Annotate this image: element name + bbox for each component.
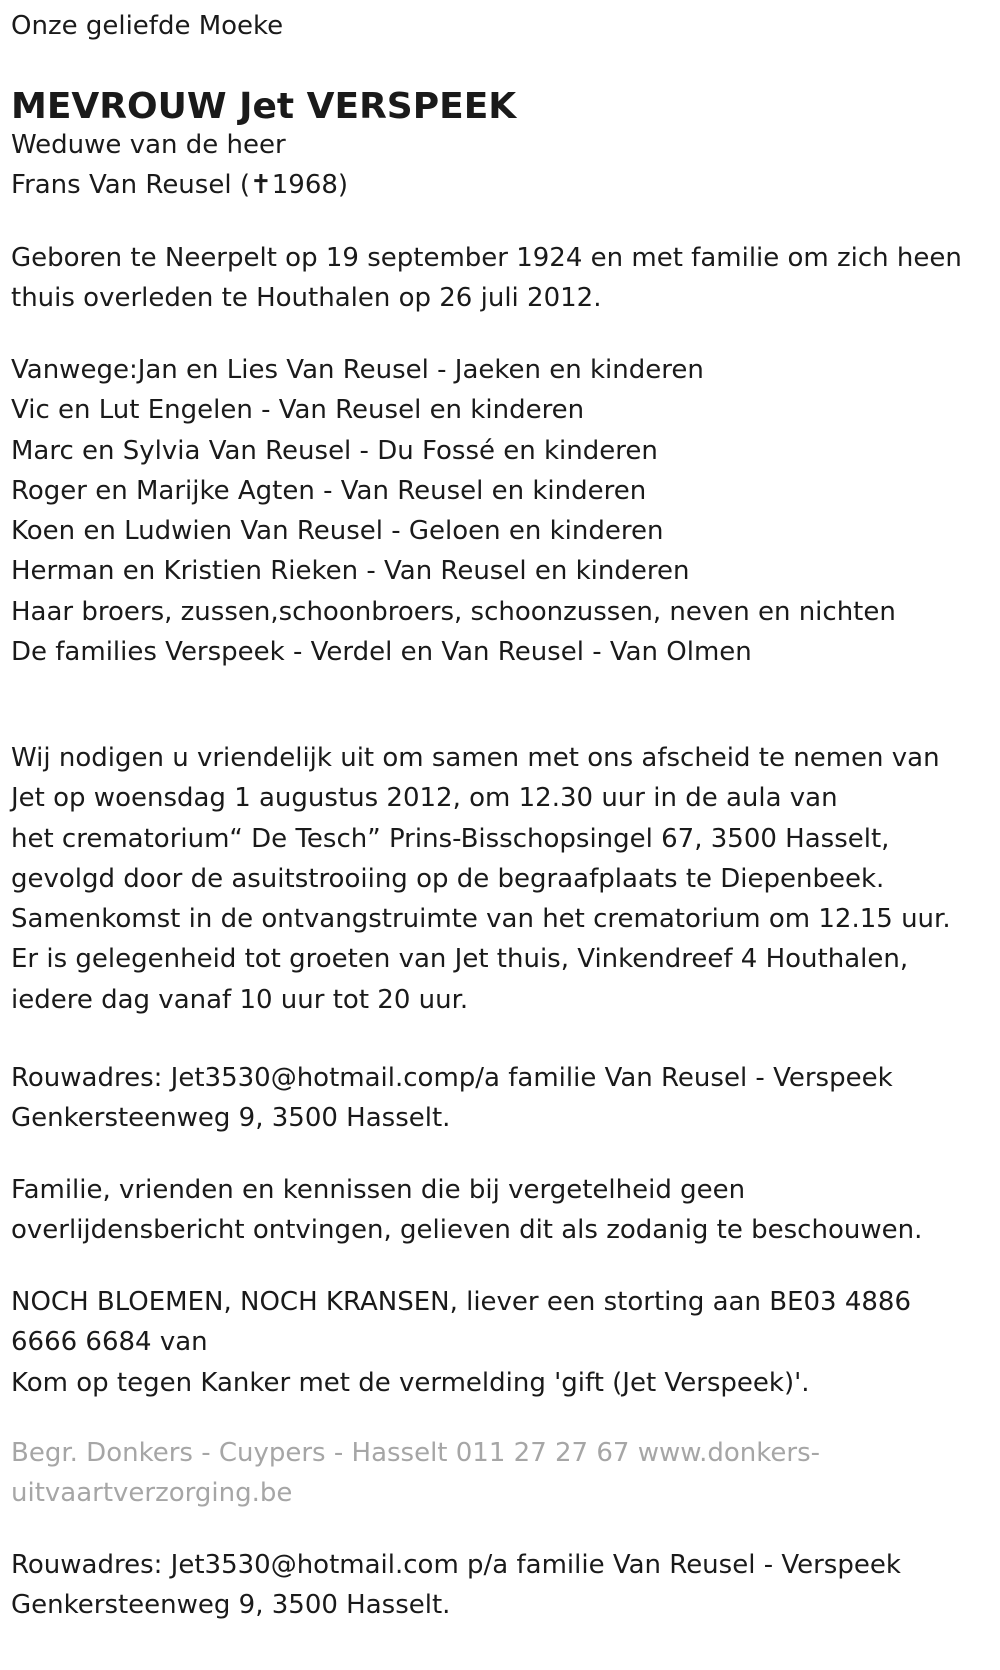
family-line: Marc en Sylvia Van Reusel - Du Fossé en kinderen: [11, 435, 658, 466]
intro-line: Onze geliefde Moeke: [11, 11, 284, 41]
family-line: Koen en Ludwien Van Reusel - Geloen en kinderen: [11, 516, 664, 547]
notification-block: [11, 1170, 996, 1251]
birth-death-block: [11, 238, 996, 319]
family-line: Herman en Kristien Rieken - Van Reusel en kinderen: [11, 556, 690, 587]
ceremony-line: Samenkomst in de ontvangstruimte van het crematorium om 12.15 uur.: [11, 904, 951, 935]
family-line: Roger en Marijke Agten - Van Reusel en kinderen: [11, 475, 647, 506]
mourning-address-block-2: [11, 1545, 996, 1626]
ceremony-line: Jet op woensdag 1 augustus 2012, om 12.30 uur in de aula van: [11, 783, 838, 814]
funeral-home-line: uitvaartverzorging.be: [11, 1478, 293, 1509]
ceremony-line: gevolgd door de asuitstrooiing op de begraafplaats te Diepenbeek.: [11, 863, 885, 894]
mourning-address-block: [11, 1058, 996, 1139]
deceased-name: MEVROUW Jet VERSPEEK: [11, 86, 517, 127]
mourning-address-line: Genkersteenweg 9, 3500 Hasselt.: [11, 1590, 451, 1621]
ceremony-block: [11, 738, 996, 1020]
family-block: [11, 350, 996, 672]
donation-block: [11, 1282, 996, 1403]
donation-line: 6666 6684 van: [11, 1327, 208, 1358]
birth-death-line: thuis overleden te Houthalen op 26 juli 2012.: [11, 283, 602, 314]
widow-line: Frans Van Reusel (✝1968): [11, 170, 349, 201]
funeral-home-line: Begr. Donkers - Cuypers - Hasselt 011 27 27 67 www.donkers-: [11, 1438, 821, 1468]
mourning-address-line: Rouwadres: Jet3530@hotmail.comp/a familie Van Reusel - Verspeek: [11, 1063, 893, 1093]
family-line: Vic en Lut Engelen - Van Reusel en kinderen: [11, 395, 585, 426]
mourning-address-line: Rouwadres: Jet3530@hotmail.com p/a familie Van Reusel - Verspeek: [11, 1550, 901, 1580]
mourning-address-line: Genkersteenweg 9, 3500 Hasselt.: [11, 1103, 451, 1134]
ceremony-line: Wij nodigen u vriendelijk uit om samen met ons afscheid te nemen van: [11, 743, 940, 773]
family-line: Vanwege:Jan en Lies Van Reusel - Jaeken en kinderen: [11, 355, 704, 385]
family-line: Haar broers, zussen,schoonbroers, schoonzussen, neven en nichten: [11, 596, 896, 627]
funeral-home-block: [11, 1433, 996, 1514]
ceremony-line: het crematorium“ De Tesch” Prins-Bisschopsingel 67, 3500 Hasselt,: [11, 823, 890, 854]
widow-block: [11, 125, 996, 206]
donation-line: Kom op tegen Kanker met de vermelding 'gift (Jet Verspeek)'.: [11, 1367, 810, 1398]
birth-death-line: Geboren te Neerpelt op 19 september 1924 en met familie om zich heen: [11, 243, 962, 273]
donation-line: NOCH BLOEMEN, NOCH KRANSEN, liever een storting aan BE03 4886: [11, 1287, 912, 1317]
family-line: De families Verspeek - Verdel en Van Reusel - Van Olmen: [11, 637, 752, 668]
notification-line: Familie, vrienden en kennissen die bij vergetelheid geen: [11, 1175, 746, 1205]
ceremony-line: Er is gelegenheid tot groeten van Jet thuis, Vinkendreef 4 Houthalen,: [11, 944, 909, 975]
widow-line: Weduwe van de heer: [11, 130, 286, 160]
notification-line: overlijdensbericht ontvingen, gelieven dit als zodanig te beschouwen.: [11, 1215, 923, 1246]
ceremony-line: iedere dag vanaf 10 uur tot 20 uur.: [11, 984, 469, 1015]
